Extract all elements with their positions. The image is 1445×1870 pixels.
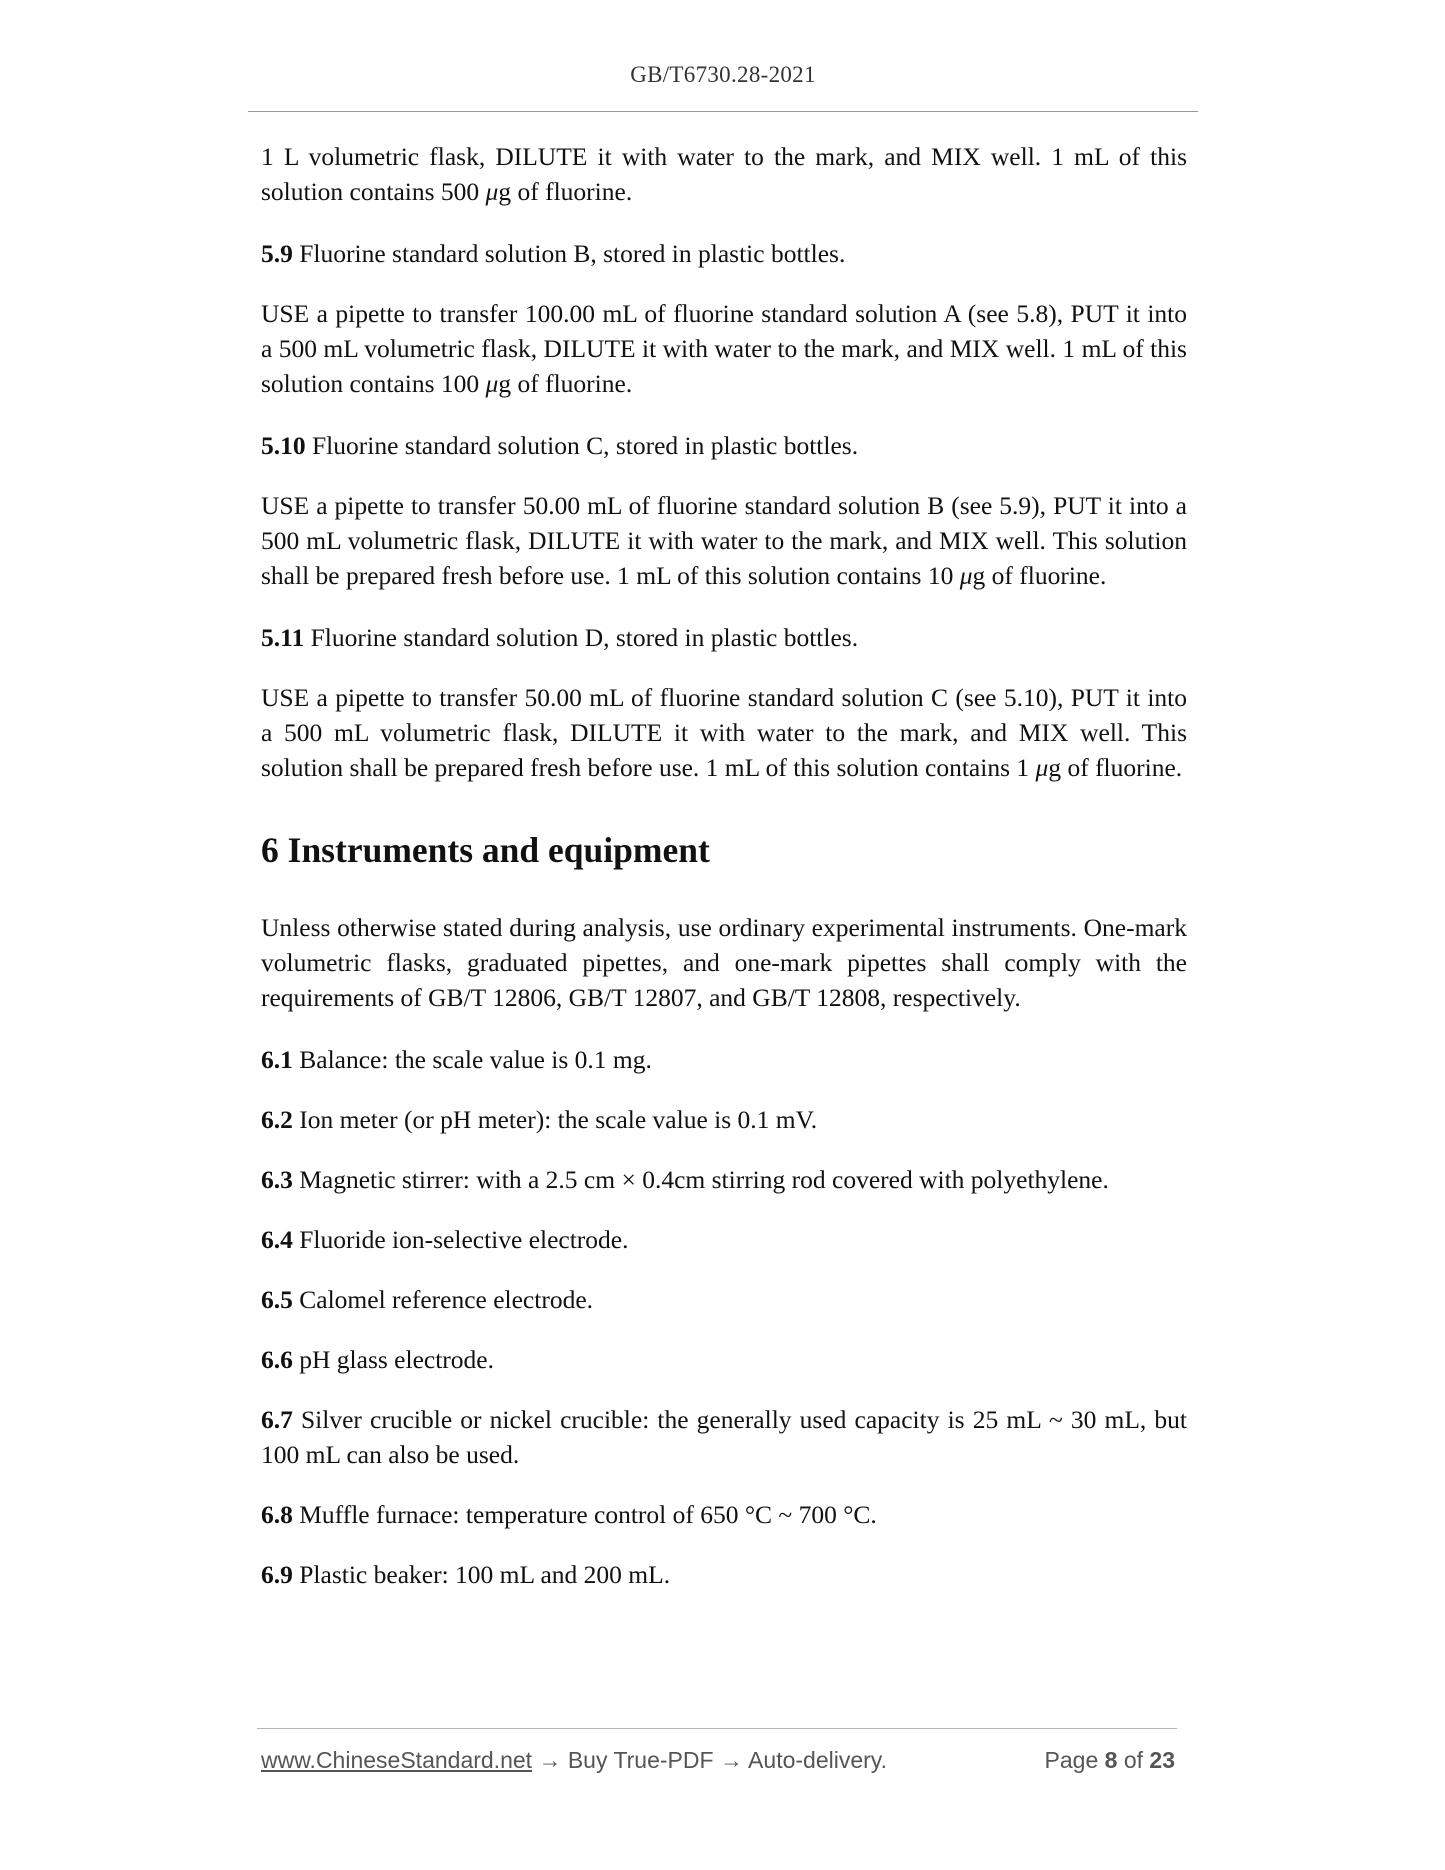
chinese-standard-link[interactable]: www.ChineseStandard.net: [261, 1747, 533, 1773]
total-page-count: 23: [1149, 1747, 1175, 1773]
clause-6-2: 6.2 Ion meter (or pH meter): the scale value is 0.1 mV.: [261, 1105, 818, 1134]
clause-6-6: 6.6 pH glass electrode.: [261, 1345, 494, 1374]
clause-6-3: 6.3 Magnetic stirrer: with a 2.5 cm × 0.4cm stirring rod covered with polyethylene.: [261, 1165, 1109, 1194]
page-indicator: Page 8 of 23: [1044, 1747, 1175, 1773]
page-footer: [261, 1747, 1177, 1774]
footer-divider: [257, 1728, 1177, 1729]
clause-6-5: 6.5 Calomel reference electrode.: [261, 1285, 594, 1314]
mu-symbol: μ: [485, 177, 499, 206]
clause-number: 6.5: [261, 1285, 293, 1314]
mu-symbol: μ: [959, 561, 973, 590]
section-heading: 6 Instruments and equipment: [261, 830, 710, 870]
mu-symbol: μ: [1035, 753, 1049, 782]
clause-number: 5.11: [261, 623, 305, 652]
clause-6-7: 6.7 Silver crucible or nickel crucible: the generally used capacity is 25 mL ~ 30 mL, but 100 mL can also be used.: [261, 1405, 1187, 1469]
clause-5-9: 5.9 Fluorine standard solution B, stored in plastic bottles.: [261, 239, 846, 268]
header-divider: [248, 111, 1198, 112]
clause-5-10: 5.10 Fluorine standard solution C, stored in plastic bottles.: [261, 431, 859, 460]
clause-6-9: 6.9 Plastic beaker: 100 mL and 200 mL.: [261, 1560, 671, 1589]
page-body: [261, 139, 1187, 1617]
clause-number: 6.9: [261, 1560, 293, 1589]
footer-tagline: → Buy True-PDF → Auto-delivery.: [532, 1747, 887, 1773]
clause-6-1: 6.1 Balance: the scale value is 0.1 mg.: [261, 1045, 652, 1074]
running-header: GB/T6730.28-2021: [630, 62, 816, 87]
clause-number: 6.1: [261, 1045, 293, 1074]
current-page-number: 8: [1104, 1747, 1118, 1773]
clause-5-11: 5.11 Fluorine standard solution D, stored in plastic bottles.: [261, 623, 859, 652]
clause-number: 6.4: [261, 1225, 293, 1254]
clause-6-4: 6.4 Fluoride ion-selective electrode.: [261, 1225, 629, 1254]
clause-number: 6.3: [261, 1165, 293, 1194]
paragraph-5-11: USE a pipette to transfer 50.00 mL of fluorine standard solution C (see 5.10), PUT it into a 500 mL volumetric flask, DILUTE it with water to the mark, and MIX well. This solution shall be prepared fresh before use. 1 mL of this solution contains 1 μg of fluorine.: [261, 683, 1187, 782]
section-6-intro: Unless otherwise stated during analysis, use ordinary experimental instruments. One-mark volumetric flasks, graduated pipettes, and one-mark pipettes shall comply with the requirements of GB/T 12806, GB/T 12807, and GB/T 12808, respectively.: [261, 913, 1187, 1012]
clause-number: 5.9: [261, 239, 293, 268]
clause-number: 6.8: [261, 1500, 293, 1529]
clause-6-8: 6.8 Muffle furnace: temperature control of 650 °C ~ 700 °C.: [261, 1500, 877, 1529]
clause-number: 6.7: [261, 1405, 293, 1434]
clause-number: 6.2: [261, 1105, 293, 1134]
paragraph-5-8-continuation: 1 L volumetric flask, DILUTE it with water to the mark, and MIX well. 1 mL of this solution contains 500 μg of fluorine.: [261, 142, 1187, 206]
clause-number: 5.10: [261, 431, 306, 460]
clause-number: 6.6: [261, 1345, 293, 1374]
paragraph-5-10: USE a pipette to transfer 50.00 mL of fluorine standard solution B (see 5.9), PUT it into a 500 mL volumetric flask, DILUTE it with water to the mark, and MIX well. This solution shall be prepared fresh before use. 1 mL of this solution contains 10 μg of fluorine.: [261, 491, 1187, 590]
paragraph-5-9: USE a pipette to transfer 100.00 mL of fluorine standard solution A (see 5.8), PUT it into a 500 mL volumetric flask, DILUTE it with water to the mark, and MIX well. 1 mL of this solution contains 100 μg of fluorine.: [261, 299, 1187, 398]
mu-symbol: μ: [485, 369, 499, 398]
